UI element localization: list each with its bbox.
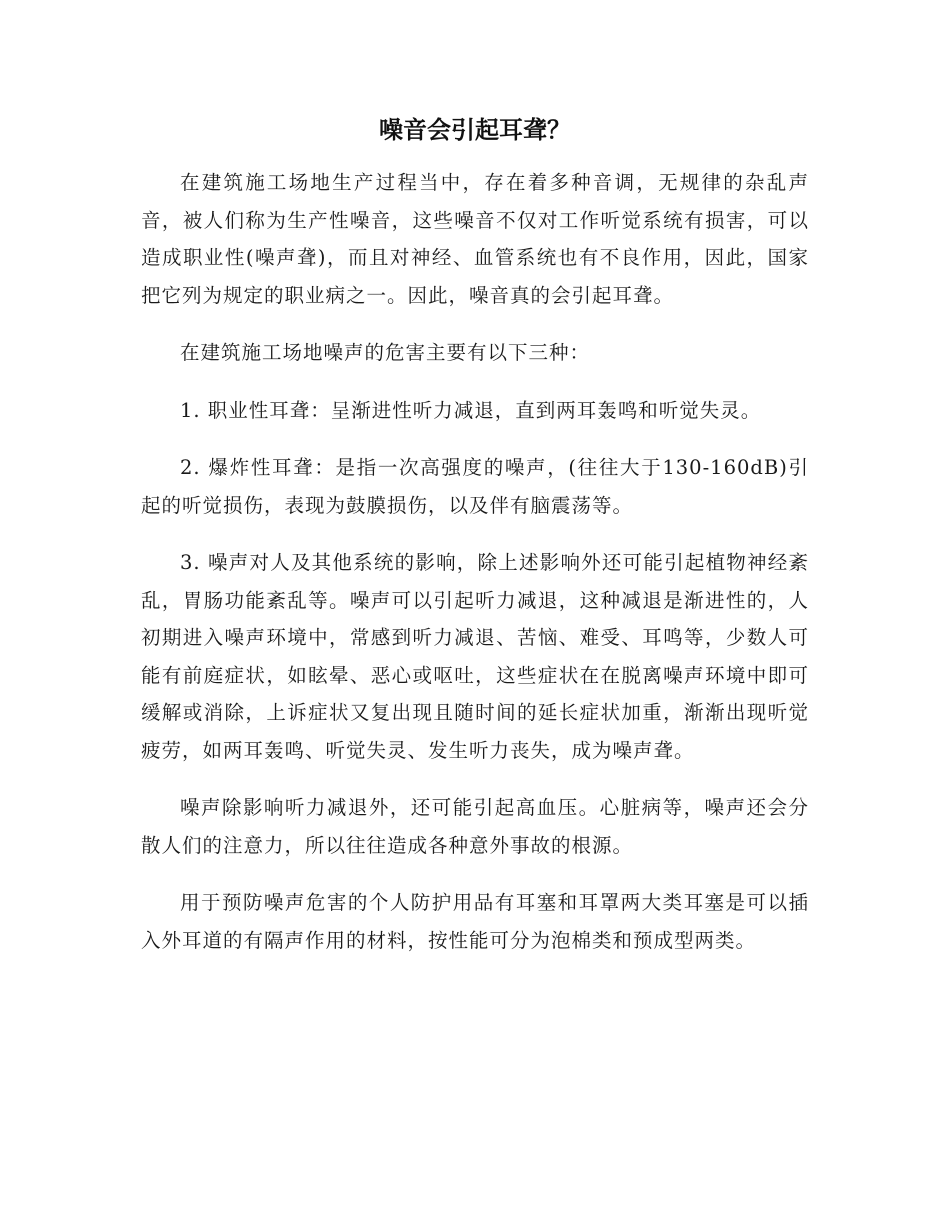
paragraph-item-1: 1. 职业性耳聋：呈渐进性听力减退，直到两耳轰鸣和听觉失灵。	[180, 398, 762, 422]
document-body	[141, 164, 809, 979]
paragraph-item-2: 2. 爆炸性耳聋：是指一次高强度的噪声，(往往大于130-160dB)引起的听觉损伤，表现为鼓膜损伤，以及伴有脑震荡等。	[141, 456, 809, 517]
document-title: 噪音会引起耳聋？	[379, 116, 571, 144]
paragraph-protection: 用于预防噪声危害的个人防护用品有耳塞和耳罩两大类耳塞是可以插入外耳道的有隔声作用的材料，按性能可分为泡棉类和预成型两类。	[141, 891, 809, 952]
paragraph-hazards-lead: 在建筑施工场地噪声的危害主要有以下三种：	[180, 341, 591, 364]
paragraph-other-effects: 噪声除影响听力减退外，还可能引起高血压。心脏病等，噪声还会分散人们的注意力，所以往往造成各种意外事故的根源。	[141, 796, 809, 857]
paragraph-item-3: 3. 噪声对人及其他系统的影响，除上述影响外还可能引起植物神经紊乱，胃肠功能紊乱等。噪声可以引起听力减退，这种减退是渐进性的，人初期进入噪声环境中，常感到听力减退、苦恼、难受、耳鸣等，少数人可能有前庭症状，如眩晕、恶心或呕吐，这些症状在在脱离噪声环境中即可缓解或消除，上诉症状又复出现且随时间的延长症状加重，渐渐出现听觉疲劳，如两耳轰鸣、听觉失灵、发生听力丧失，成为噪声聋。	[141, 551, 809, 762]
paragraph-intro: 在建筑施工场地生产过程当中，存在着多种音调，无规律的杂乱声音，被人们称为生产性噪音，这些噪音不仅对工作听觉系统有损害，可以造成职业性(噪声聋)，而且对神经、血管系统也有不良作用，因此，国家把它列为规定的职业病之一。因此，噪音真的会引起耳聋。	[141, 171, 809, 307]
